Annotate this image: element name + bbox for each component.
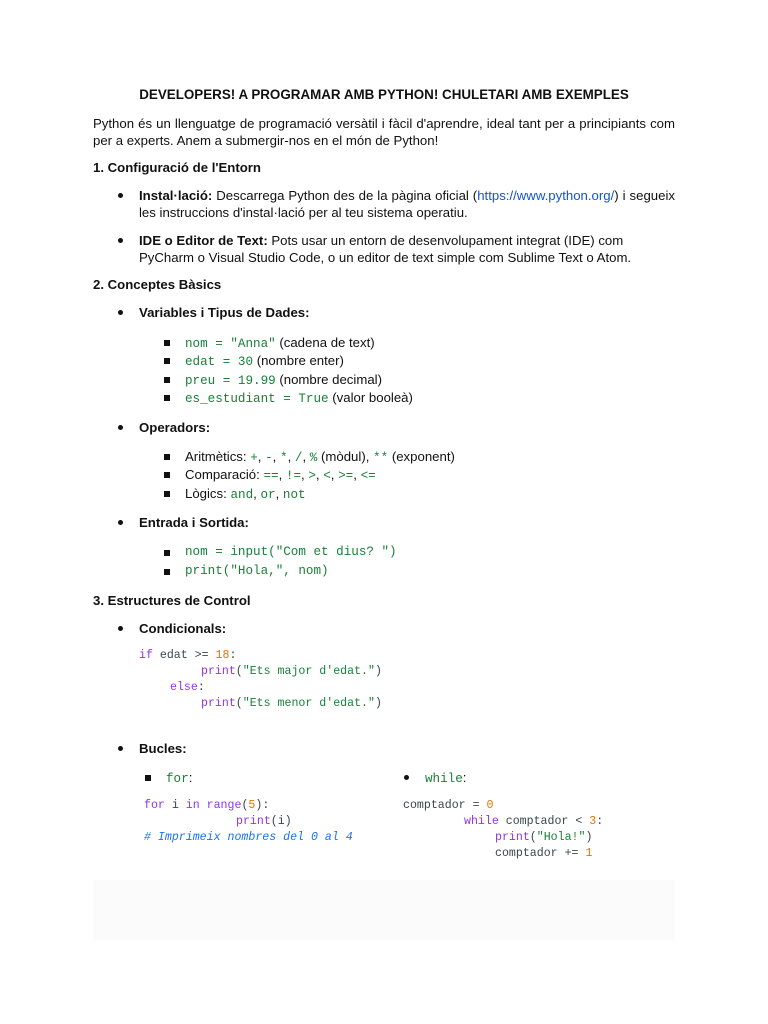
loops-label: Bucles: [139, 741, 187, 756]
bullet-square-icon [164, 491, 170, 497]
code-for-line: for i in range(5): [144, 799, 270, 812]
faded-area [93, 880, 675, 940]
var-item: nom = "Anna" (cadena de text) [185, 335, 375, 351]
install-item [139, 188, 675, 221]
bullet-square-icon [164, 395, 170, 401]
io-label: Entrada i Sortida: [139, 515, 249, 530]
install-text-a: Descarrega Python des de la pàgina oficial ( [212, 188, 478, 203]
code-while-inc-line: comptador += 1 [495, 847, 593, 860]
code-while-print-line: print("Hola!") [495, 831, 593, 844]
section-2-heading: 2. Conceptes Bàsics [93, 277, 222, 292]
bullet-dot-icon [118, 746, 123, 751]
bullet-square-icon [164, 358, 170, 364]
bullet-square-icon [145, 775, 151, 781]
var-item: preu = 19.99 (nombre decimal) [185, 372, 382, 388]
code-for-print-line: print(i) [236, 815, 292, 828]
code-for-comment: # Imprimeix nombres del 0 al 4 [144, 831, 353, 844]
code-while-init-line: comptador = 0 [403, 799, 494, 812]
bullet-dot-icon [118, 626, 123, 631]
code-if-line: if edat >= 18: [139, 649, 237, 662]
code-print-minor-line: print("Ets menor d'edat.") [201, 697, 382, 710]
code-while-line: while comptador < 3: [464, 815, 604, 828]
while-item: while: [425, 770, 467, 786]
conditionals-label: Condicionals: [139, 621, 227, 636]
variables-label: Variables i Tipus de Dades: [139, 305, 310, 320]
bullet-square-icon [164, 340, 170, 346]
bullet-dot-icon [118, 193, 123, 198]
bullet-square-icon [164, 454, 170, 460]
section-3-heading: 3. Estructures de Control [93, 593, 251, 608]
bullet-square-icon [164, 472, 170, 478]
io-print-item: print("Hola,", nom) [185, 564, 329, 578]
intro-paragraph: Python és un llenguatge de programació versàtil i fàcil d'aprendre, ideal tant per a principiants com per a experts. Anem a submergir-nos en el món de Python! [93, 116, 675, 148]
arithmetic-item: Aritmètics: +, -, *, /, % (mòdul), ** (exponent) [185, 449, 455, 465]
document-title: DEVELOPERS! A PROGRAMAR AMB PYTHON! CHULETARI AMB EXEMPLES [139, 87, 629, 102]
var-item: edat = 30 (nombre enter) [185, 353, 344, 369]
code-else-line: else: [170, 681, 205, 694]
io-input-item: nom = input("Com et dius? ") [185, 545, 397, 559]
bullet-dot-icon [118, 238, 123, 243]
bullet-dot-icon [118, 520, 123, 525]
bullet-dot-icon [404, 775, 409, 780]
ide-text: Pots usar un entorn de desenvolupament integrat (IDE) com PyCharm o Visual Studio Code, o un editor de text simple com Sublime Text o Atom. [139, 233, 632, 265]
for-item: for: [166, 770, 193, 786]
install-label: Instal·lació: [139, 188, 213, 203]
ide-label: IDE o Editor de Text: [139, 233, 268, 248]
install-text-b: ) i segueix les instruccions d'instal·lació per al teu sistema operatiu. [139, 188, 676, 220]
python-org-link[interactable]: https://www.python.org/ [477, 188, 615, 203]
comparison-item: Comparació: ==, !=, >, <, >=, <= [185, 467, 376, 483]
section-1-heading: 1. Configuració de l'Entorn [93, 160, 261, 175]
bullet-square-icon [164, 569, 170, 575]
bullet-dot-icon [118, 425, 123, 430]
var-item: es_estudiant = True (valor booleà) [185, 390, 413, 406]
bullet-square-icon [164, 377, 170, 383]
code-print-major-line: print("Ets major d'edat.") [201, 665, 382, 678]
bullet-square-icon [164, 550, 170, 556]
logic-item: Lògics: and, or, not [185, 486, 306, 502]
bullet-dot-icon [118, 310, 123, 315]
operators-label: Operadors: [139, 420, 211, 435]
ide-item [139, 233, 675, 266]
